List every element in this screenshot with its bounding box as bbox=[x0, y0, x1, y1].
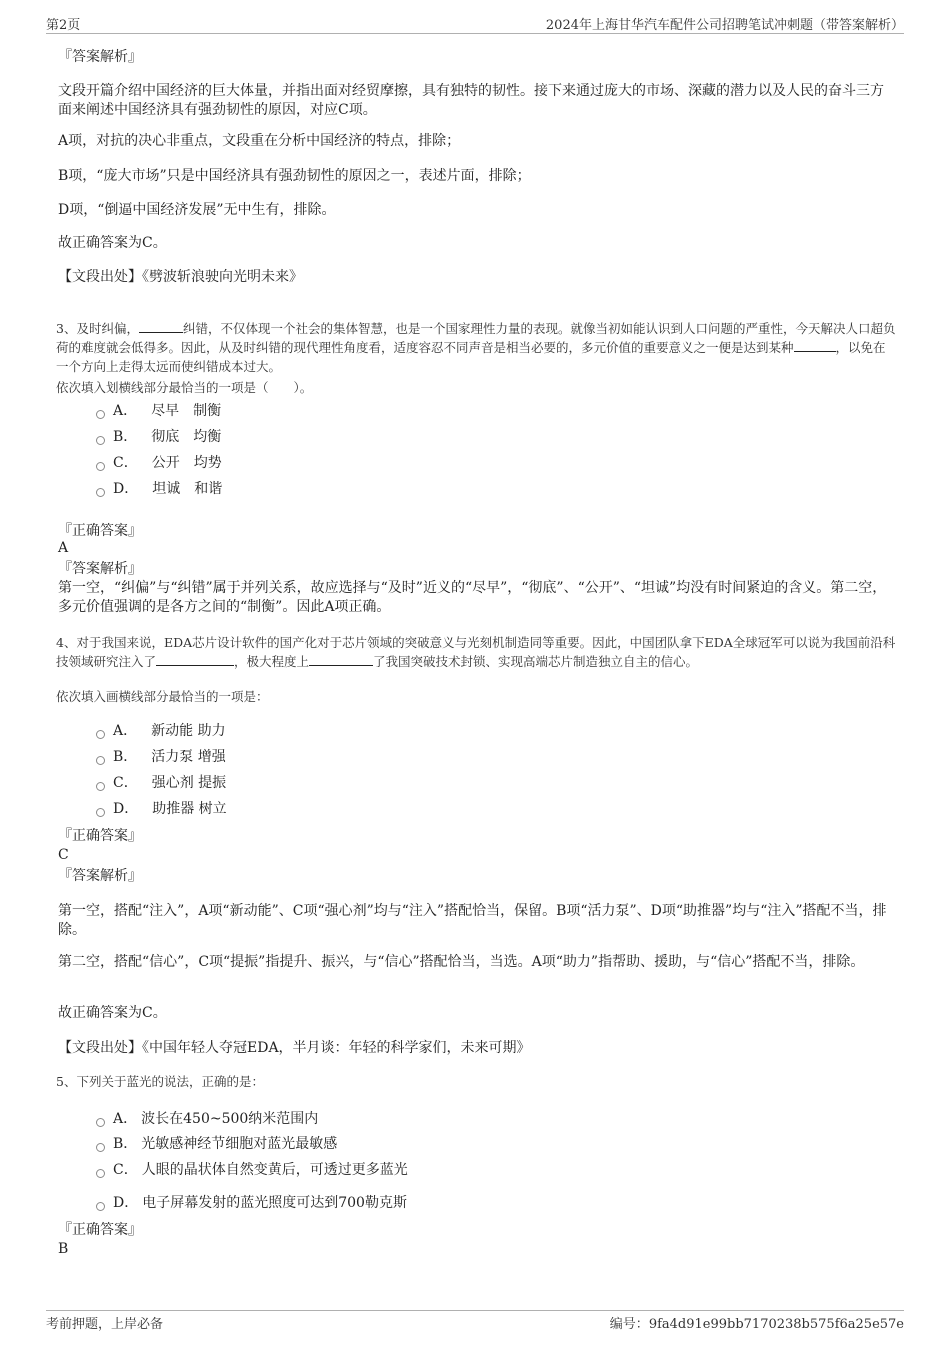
q5-option-a[interactable]: A． 波长在450~500纳米范围内 bbox=[96, 1108, 318, 1128]
q3-stem-end: ，以免在一个方向上走得太远而使纠错成本过大。 bbox=[56, 340, 886, 374]
document-title: 2024年上海甘华汽车配件公司招聘笔试冲刺题（带答案解析） bbox=[545, 18, 904, 33]
q3-prompt: 依次填入划横线部分最恰当的一项是（ ）。 bbox=[56, 380, 313, 395]
q4-option-b[interactable]: B． 活力泵 增强 bbox=[96, 746, 226, 766]
q3-analysis-label: 『答案解析』 bbox=[58, 561, 142, 577]
serial-number: 9fa4d91e99bb7170238b575f6a25e57e bbox=[648, 1317, 904, 1332]
radio-icon[interactable] bbox=[96, 1169, 105, 1178]
q4-stem bbox=[56, 633, 896, 671]
q4-analysis-p2: 第二空，搭配“信心”，C项“提振”指提升、振兴，与“信心”搭配恰当，当选。A项“助力”指帮助、援助，与“信心”搭配不当，排除。 bbox=[58, 954, 865, 970]
q5-answer: B bbox=[58, 1241, 69, 1257]
q4-answer: C bbox=[58, 847, 69, 863]
q5-answer-label: 『正确答案』 bbox=[58, 1222, 142, 1238]
q5-option-c[interactable]: C． 人眼的晶状体自然变黄后，可透过更多蓝光 bbox=[96, 1159, 408, 1179]
q4-source: 【文段出处】《中国年轻人夺冠EDA，半月谈：年轻的科学家们，未来可期》 bbox=[58, 1040, 531, 1056]
q2-analysis-p3: B项，“庞大市场”只是中国经济具有强劲韧性的原因之一，表述片面，排除； bbox=[58, 168, 531, 184]
q4-option-c[interactable]: C． 强心剂 提振 bbox=[96, 772, 226, 792]
q2-analysis-label: 『答案解析』 bbox=[58, 49, 142, 65]
page-number: 第2页 bbox=[46, 18, 81, 33]
q4-option-d[interactable]: D． 助推器 树立 bbox=[96, 798, 227, 818]
q4-analysis-p1: 第一空，搭配“注入”，A项“新动能”、C项“强心剂”均与“注入”搭配恰当，保留。B项“活力泵”、D项“助推器”均与“注入”搭配不当，排除。 bbox=[58, 903, 887, 938]
q5-stem: 5、下列关于蓝光的说法，正确的是： bbox=[56, 1074, 264, 1089]
radio-icon[interactable] bbox=[96, 462, 105, 471]
q3-option-b[interactable]: B． 彻底 均衡 bbox=[96, 426, 221, 446]
q5-option-b[interactable]: B． 光敏感神经节细胞对蓝光最敏感 bbox=[96, 1133, 337, 1153]
radio-icon[interactable] bbox=[96, 756, 105, 765]
radio-icon[interactable] bbox=[96, 436, 105, 445]
q2-source: 【文段出处】《劈波斩浪驶向光明未来》 bbox=[58, 269, 303, 285]
q4-prompt: 依次填入画横线部分最恰当的一项是： bbox=[56, 689, 269, 704]
q3-option-c[interactable]: C． 公开 均势 bbox=[96, 452, 222, 472]
q4-answer-label: 『正确答案』 bbox=[58, 828, 142, 844]
radio-icon[interactable] bbox=[96, 782, 105, 791]
q3-stem bbox=[56, 319, 896, 376]
q2-analysis-p2: A项，对抗的决心非重点，文段重在分析中国经济的特点，排除； bbox=[58, 133, 461, 149]
radio-icon[interactable] bbox=[96, 410, 105, 419]
q3-stem-start: 3、及时纠偏， bbox=[56, 321, 139, 336]
q3-answer: A bbox=[58, 540, 69, 556]
q2-conclusion: 故正确答案为C。 bbox=[58, 235, 167, 251]
q4-blank-1 bbox=[156, 653, 234, 666]
footer-serial bbox=[610, 1313, 904, 1332]
q3-option-d[interactable]: D． 坦诚 和谐 bbox=[96, 478, 222, 498]
q2-analysis-p1: 文段开篇介绍中国经济的巨大体量，并指出面对经贸摩擦，具有独特的韧性。接下来通过庞大的市场、深藏的潜力以及人民的奋斗三方面来阐述中国经济具有强劲韧性的原因，对应C项。 bbox=[58, 83, 884, 118]
q3-analysis: 第一空，“纠偏”与“纠错”属于并列关系，故应选择与“及时”近义的“尽早”，“彻底”、“公开”、“坦诚”均没有时间紧迫的含义。第二空，多元价值强调的是各方之间的“制衡”。因此A项正确。 bbox=[58, 580, 887, 615]
radio-icon[interactable] bbox=[96, 1202, 105, 1211]
footer-slogan: 考前押题，上岸必备 bbox=[46, 1317, 164, 1332]
footer-divider bbox=[46, 1310, 904, 1311]
q4-stem-start: 4、对于我国来说，EDA芯片设计软件的国产化对于芯片领域的突破意义与光刻机制造同等重要。因此，中国团队拿下EDA全球冠军可以说为我国前沿科技领域研究注入了 bbox=[56, 635, 896, 669]
q4-stem-end: 了我国突破技术封锁、实现高端芯片制造独立自主的信心。 bbox=[373, 654, 699, 669]
radio-icon[interactable] bbox=[96, 730, 105, 739]
serial-label: 编号： bbox=[609, 1317, 649, 1332]
q4-option-a[interactable]: A． 新动能 助力 bbox=[96, 720, 226, 740]
q3-blank-2 bbox=[794, 339, 836, 352]
radio-icon[interactable] bbox=[96, 488, 105, 497]
q4-analysis-label: 『答案解析』 bbox=[58, 868, 142, 884]
radio-icon[interactable] bbox=[96, 808, 105, 817]
q4-stem-middle: ，极大程度上 bbox=[234, 654, 310, 669]
q2-analysis-p4: D项，“倒逼中国经济发展”无中生有，排除。 bbox=[58, 202, 336, 218]
radio-icon[interactable] bbox=[96, 1143, 105, 1152]
radio-icon[interactable] bbox=[96, 1118, 105, 1127]
q4-conclusion: 故正确答案为C。 bbox=[58, 1005, 167, 1021]
header-divider bbox=[46, 33, 904, 34]
q3-answer-label: 『正确答案』 bbox=[58, 523, 142, 539]
q3-option-a[interactable]: A． 尽早 制衡 bbox=[96, 400, 221, 420]
q3-stem-middle: 纠错，不仅体现一个社会的集体智慧，也是一个国家理性力量的表现。就像当初如能认识到人口问题的严重性，今天解决人口超负荷的难度就会低得多。因此，从及时纠错的现代理性角度看，适度容忍不同声音是相当必要的，多元价值的重要意义之一便是达到某种 bbox=[56, 321, 896, 355]
q5-option-d[interactable]: D． 电子屏幕发射的蓝光照度可达到700勒克斯 bbox=[96, 1192, 407, 1212]
q4-blank-2 bbox=[309, 653, 373, 666]
q3-blank-1 bbox=[139, 320, 183, 333]
